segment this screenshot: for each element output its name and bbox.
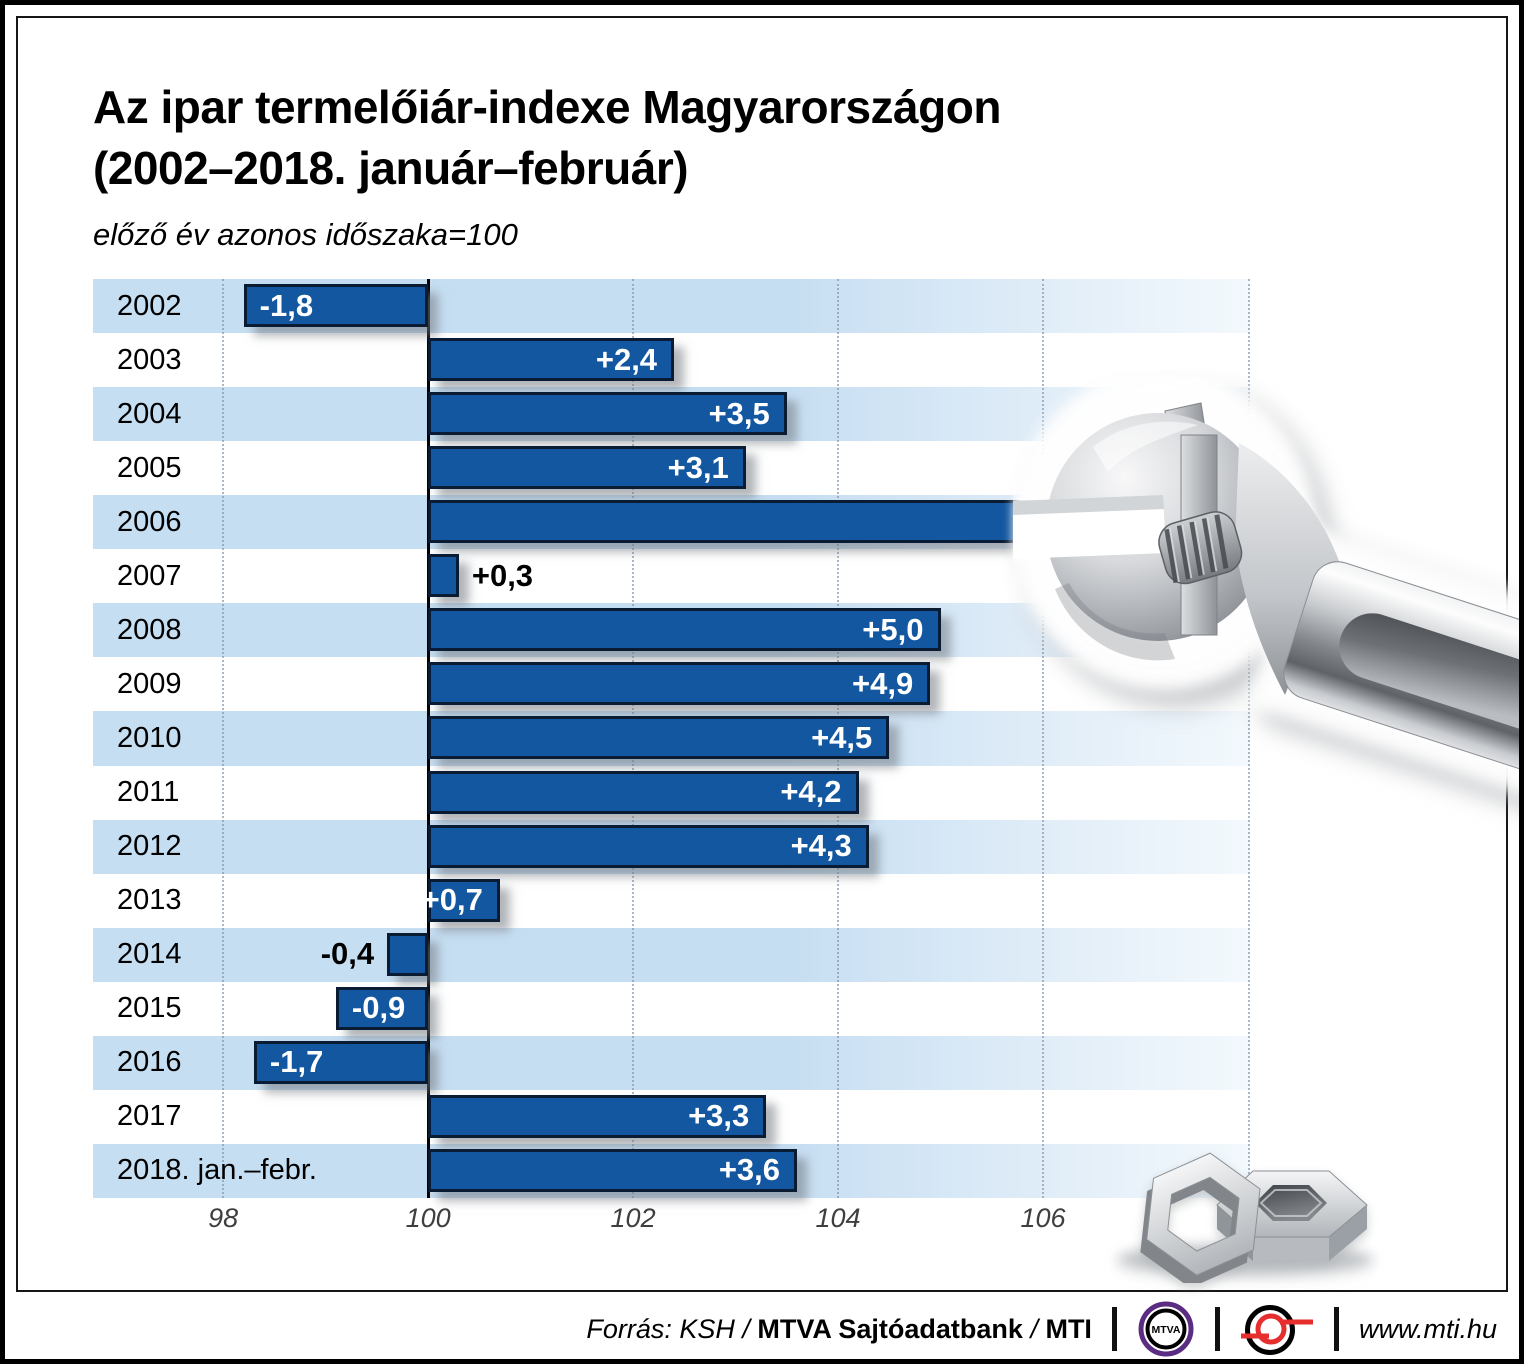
value-bar xyxy=(244,284,428,327)
row-year-label: 2002 xyxy=(117,289,182,322)
value-bar xyxy=(254,1041,428,1084)
x-axis-tick-label: 100 xyxy=(405,1203,451,1233)
adjustable-wrench-icon xyxy=(1013,377,1524,1057)
row-year-label: 2007 xyxy=(117,559,182,592)
value-label: +4,9 xyxy=(852,665,914,701)
row-year-label: 2018. jan.–febr. xyxy=(117,1154,317,1187)
row-year-label: 2016 xyxy=(117,1046,182,1079)
x-axis xyxy=(93,1203,1250,1239)
value-bar xyxy=(428,392,787,435)
chart-row xyxy=(93,1090,1250,1144)
title-line-2: (2002–2018. január–február) xyxy=(93,141,689,194)
title-line-1: Az ipar termelőiár-indexe Magyarországon xyxy=(93,81,1001,133)
value-bar xyxy=(428,1149,797,1192)
hex-nuts-icon xyxy=(1105,1133,1385,1283)
row-year-label: 2011 xyxy=(117,776,180,809)
row-year-label: 2004 xyxy=(117,397,182,430)
value-bar xyxy=(428,338,674,381)
value-bar xyxy=(428,825,869,868)
row-year-label: 2008 xyxy=(117,613,182,646)
footer-bar xyxy=(21,1299,1513,1359)
chart-subtitle: előző év azonos időszaka=100 xyxy=(93,217,518,252)
x-axis-tick-label: 104 xyxy=(815,1203,861,1233)
value-label: +3,5 xyxy=(708,395,770,431)
x-axis-tick-label: 102 xyxy=(610,1203,656,1233)
source-prefix: Forrás: KSH / xyxy=(586,1313,758,1344)
row-year-label: 2014 xyxy=(117,938,182,971)
row-year-label: 2013 xyxy=(117,884,182,917)
row-year-label: 2012 xyxy=(117,830,182,863)
value-bar xyxy=(428,446,746,489)
website-url: www.mti.hu xyxy=(1358,1313,1497,1344)
value-label: +4,5 xyxy=(811,719,873,755)
value-label: -1,7 xyxy=(269,1044,324,1080)
value-label: +2,4 xyxy=(595,341,658,377)
value-bar xyxy=(428,662,930,705)
value-label: +3,1 xyxy=(667,449,729,485)
value-label: +5,0 xyxy=(862,611,924,647)
row-year-label: 2015 xyxy=(117,992,182,1025)
row-year-label: 2009 xyxy=(117,667,182,700)
source-mti: MTI xyxy=(1045,1313,1092,1344)
x-axis-tick-label: 106 xyxy=(1020,1203,1066,1233)
x-axis-tick-label: 98 xyxy=(208,1203,239,1233)
row-year-label: 2005 xyxy=(117,451,182,484)
value-bar xyxy=(336,987,428,1030)
value-bar xyxy=(421,879,500,922)
chart-row xyxy=(93,1144,1250,1198)
value-label: -0,4 xyxy=(320,936,375,972)
value-label: +3,6 xyxy=(718,1152,781,1188)
row-year-label: 2017 xyxy=(117,1100,182,1133)
value-bar xyxy=(428,608,940,651)
mti-logo xyxy=(1240,1300,1314,1358)
footer-divider xyxy=(1112,1307,1117,1351)
value-bar xyxy=(428,500,1104,543)
value-bar xyxy=(428,1095,766,1138)
source-mtva: MTVA Sajtóadatbank xyxy=(757,1313,1023,1344)
value-label: +3,3 xyxy=(688,1098,750,1134)
page-title xyxy=(93,77,1001,198)
value-bar xyxy=(428,716,889,759)
value-label: +4,2 xyxy=(780,774,842,810)
row-year-label: 2006 xyxy=(117,505,182,538)
source-credit xyxy=(586,1314,1092,1345)
mtva-logo-text: MTVA xyxy=(1151,1324,1181,1336)
source-separator: / xyxy=(1022,1313,1046,1344)
value-label: +0,7 xyxy=(421,882,483,918)
row-year-label: 2010 xyxy=(117,721,182,754)
value-bar xyxy=(428,771,858,814)
value-bar xyxy=(387,933,428,976)
value-bar xyxy=(428,554,459,597)
row-year-label: 2003 xyxy=(117,343,182,376)
value-label: -1,8 xyxy=(259,287,314,323)
mtva-logo xyxy=(1137,1300,1195,1358)
value-label: +4,3 xyxy=(790,828,852,864)
footer-divider xyxy=(1334,1307,1339,1351)
chart-row xyxy=(93,279,1250,333)
value-label: -0,9 xyxy=(351,990,406,1026)
gridline xyxy=(222,279,224,1198)
value-label: +0,3 xyxy=(471,557,534,593)
footer-divider xyxy=(1215,1307,1220,1351)
